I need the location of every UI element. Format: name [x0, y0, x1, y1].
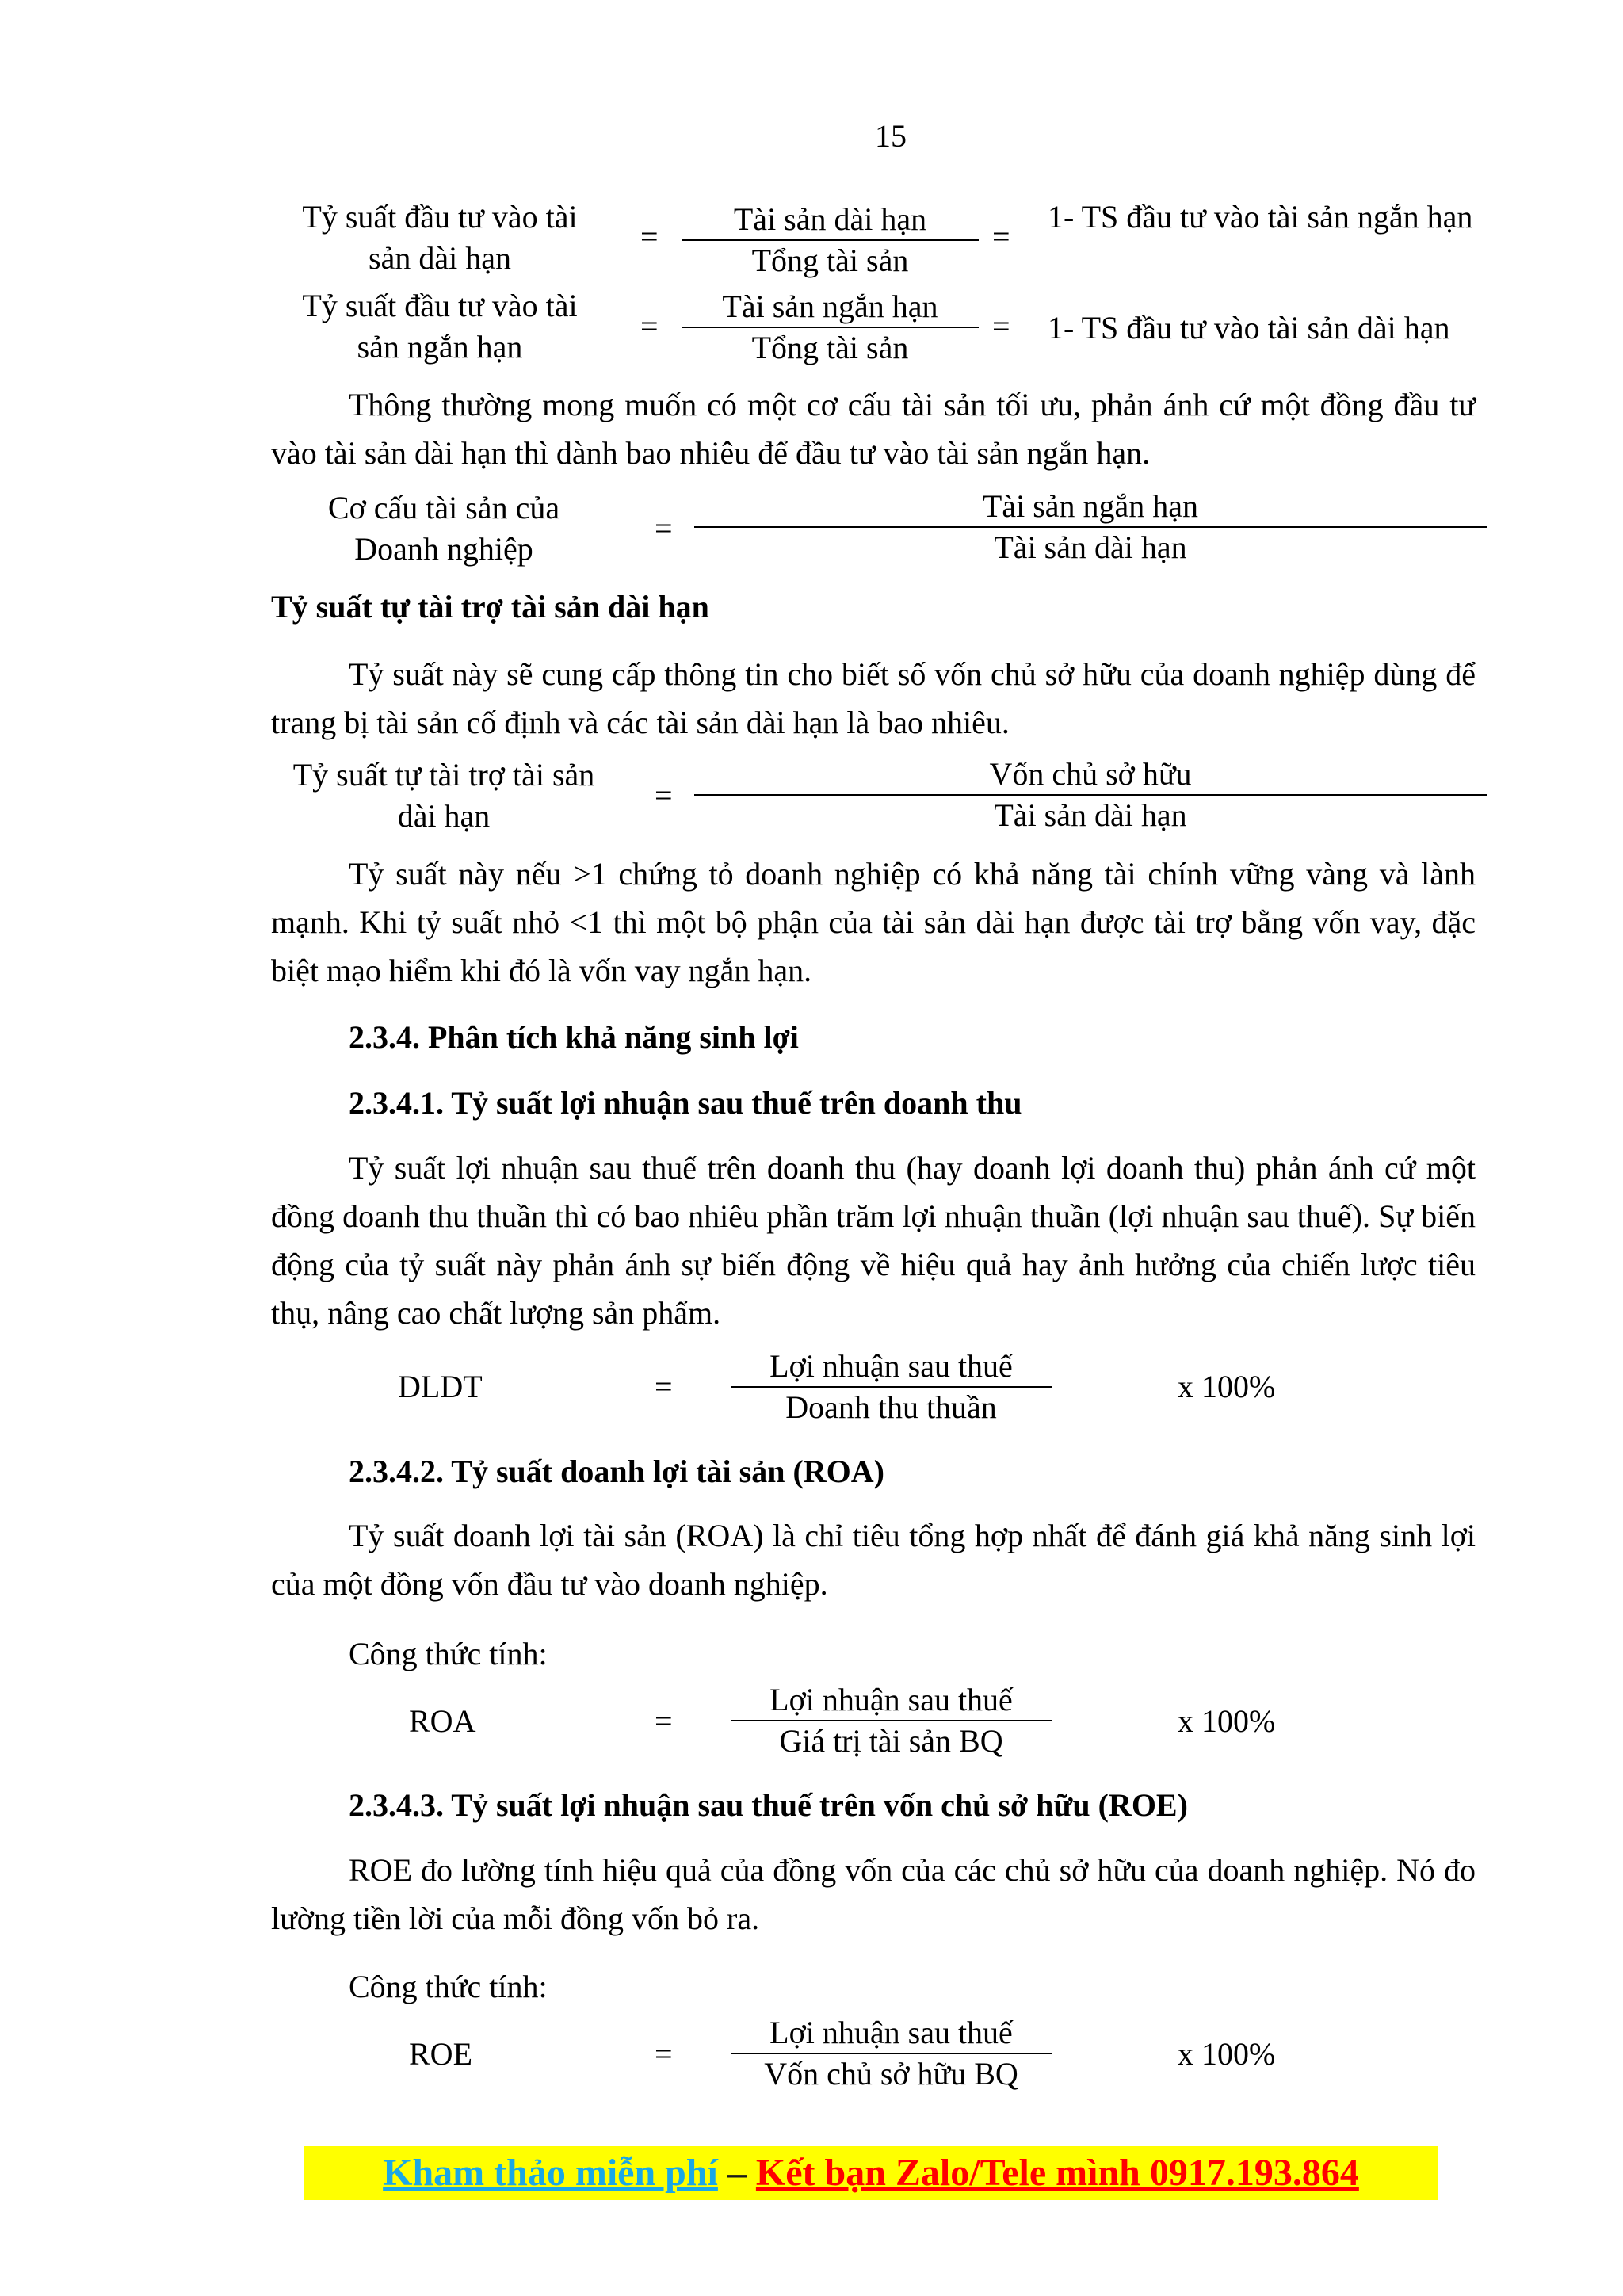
- fraction: [682, 200, 979, 281]
- equals-sign: =: [655, 1369, 673, 1404]
- formula-result: 1- TS đầu tư vào tài sản dài hạn: [1048, 310, 1450, 346]
- numerator: Tài sản dài hạn: [733, 201, 927, 237]
- denominator: Tổng tài sản: [751, 330, 909, 365]
- numerator: Lợi nhuận sau thuế: [769, 2015, 1013, 2050]
- fraction: [731, 1347, 1052, 1427]
- denominator: Giá trị tài sản BQ: [779, 1723, 1003, 1759]
- equals-sign: =: [655, 777, 673, 813]
- formula-result: 1- TS đầu tư vào tài sản ngắn hạn: [1048, 199, 1473, 235]
- fraction: [682, 287, 979, 368]
- section-heading: 2.3.4. Phân tích khả năng sinh lợi: [349, 1019, 799, 1055]
- equals-sign: =: [640, 219, 659, 254]
- section-heading: Tỷ suất tự tài trợ tài sản dài hạn: [271, 589, 709, 625]
- denominator: Tài sản dài hạn: [994, 797, 1187, 833]
- paragraph: Tỷ suất này nếu >1 chứng tỏ doanh nghiệp có khả năng tài chính vững vàng và lành mạnh. Khi tỷ suất nhỏ <1 thì một bộ phận của tài sản dài hạn được tài trợ bằng vốn vay, đặc biệt mạo hiểm khi đó là vốn vay ngắn hạn.: [271, 856, 1476, 988]
- denominator: Tổng tài sản: [751, 243, 909, 278]
- formula-label: ROE: [409, 2036, 472, 2072]
- formula-label: ROA: [409, 1703, 476, 1739]
- formula-intro: Công thức tính:: [349, 1969, 548, 2004]
- equals-sign: =: [655, 510, 673, 546]
- paragraph: Thông thường mong muốn có một cơ cấu tài sản tối ưu, phản ánh cứ một đồng đầu tư vào tài sản dài hạn thì dành bao nhiêu để đầu tư vào tài sản ngắn hạn.: [271, 387, 1476, 471]
- numerator: Tài sản ngắn hạn: [982, 488, 1199, 524]
- formula-label: Tỷ suất đầu tư vào tài sản dài hạn: [302, 199, 578, 276]
- equals-sign: =: [655, 1703, 673, 1739]
- promo-link-free-reference[interactable]: Kham thảo miễn phí: [383, 2152, 718, 2194]
- formula-label: Tỷ suất đầu tư vào tài sản ngắn hạn: [302, 288, 578, 365]
- numerator: Vốn chủ sở hữu: [989, 756, 1192, 792]
- fraction: [731, 1680, 1052, 1761]
- numerator: Tài sản ngắn hạn: [722, 288, 938, 324]
- paragraph: Tỷ suất lợi nhuận sau thuế trên doanh thu (hay doanh lợi doanh thu) phản ánh cứ một đồng doanh thu thuần thì có bao nhiêu phần trăm lợi nhuận thuần (lợi nhuận sau thuế). Sự biến động của tỷ suất này phản ánh sự biến động về hiệu quả hay ảnh hưởng của chiến lược tiêu thụ, nâng cao chất lượng sản phẩm.: [271, 1150, 1476, 1331]
- section-heading: 2.3.4.3. Tỷ suất lợi nhuận sau thuế trên vốn chủ sở hữu (ROE): [349, 1787, 1188, 1823]
- section-heading: 2.3.4.1. Tỷ suất lợi nhuận sau thuế trên doanh thu: [349, 1085, 1022, 1121]
- formula-multiplier: x 100%: [1178, 2036, 1276, 2072]
- equals-sign: =: [640, 308, 659, 344]
- paragraph: Tỷ suất này sẽ cung cấp thông tin cho biết số vốn chủ sở hữu của doanh nghiệp dùng để trang bị tài sản cố định và các tài sản dài hạn là bao nhiêu.: [271, 656, 1476, 740]
- equals-sign: =: [992, 219, 1010, 254]
- paragraph: ROE đo lường tính hiệu quả của đồng vốn của các chủ sở hữu của doanh nghiệp. Nó đo lường tiền lời của mỗi đồng vốn bỏ ra.: [271, 1852, 1476, 1936]
- formula-label: Tỷ suất tự tài trợ tài sản dài hạn: [292, 757, 595, 834]
- denominator: Vốn chủ sở hữu BQ: [764, 2056, 1018, 2092]
- fraction: [694, 487, 1487, 567]
- formula-label: Cơ cấu tài sản của Doanh nghiệp: [327, 490, 560, 567]
- promo-banner: [304, 2146, 1438, 2200]
- numerator: Lợi nhuận sau thuế: [769, 1682, 1013, 1717]
- formula-multiplier: x 100%: [1178, 1369, 1276, 1404]
- formula-intro: Công thức tính:: [349, 1636, 548, 1671]
- promo-link-contact[interactable]: Kết bạn Zalo/Tele mình 0917.193.864: [755, 2152, 1359, 2194]
- denominator: Tài sản dài hạn: [994, 529, 1187, 565]
- fraction: [694, 755, 1487, 835]
- section-heading: 2.3.4.2. Tỷ suất doanh lợi tài sản (ROA): [349, 1454, 884, 1489]
- formula-multiplier: x 100%: [1178, 1703, 1276, 1739]
- numerator: Lợi nhuận sau thuế: [769, 1348, 1013, 1384]
- page-number: 15: [875, 118, 907, 154]
- paragraph: Tỷ suất doanh lợi tài sản (ROA) là chỉ tiêu tổng hợp nhất để đánh giá khả năng sinh lợi của một đồng vốn đầu tư vào doanh nghiệp.: [271, 1518, 1476, 1602]
- fraction: [731, 2013, 1052, 2094]
- denominator: Doanh thu thuần: [785, 1389, 997, 1425]
- formula-label: DLDT: [398, 1369, 483, 1404]
- equals-sign: =: [655, 2036, 673, 2072]
- equals-sign: =: [992, 308, 1010, 344]
- promo-separator: –: [717, 2152, 756, 2194]
